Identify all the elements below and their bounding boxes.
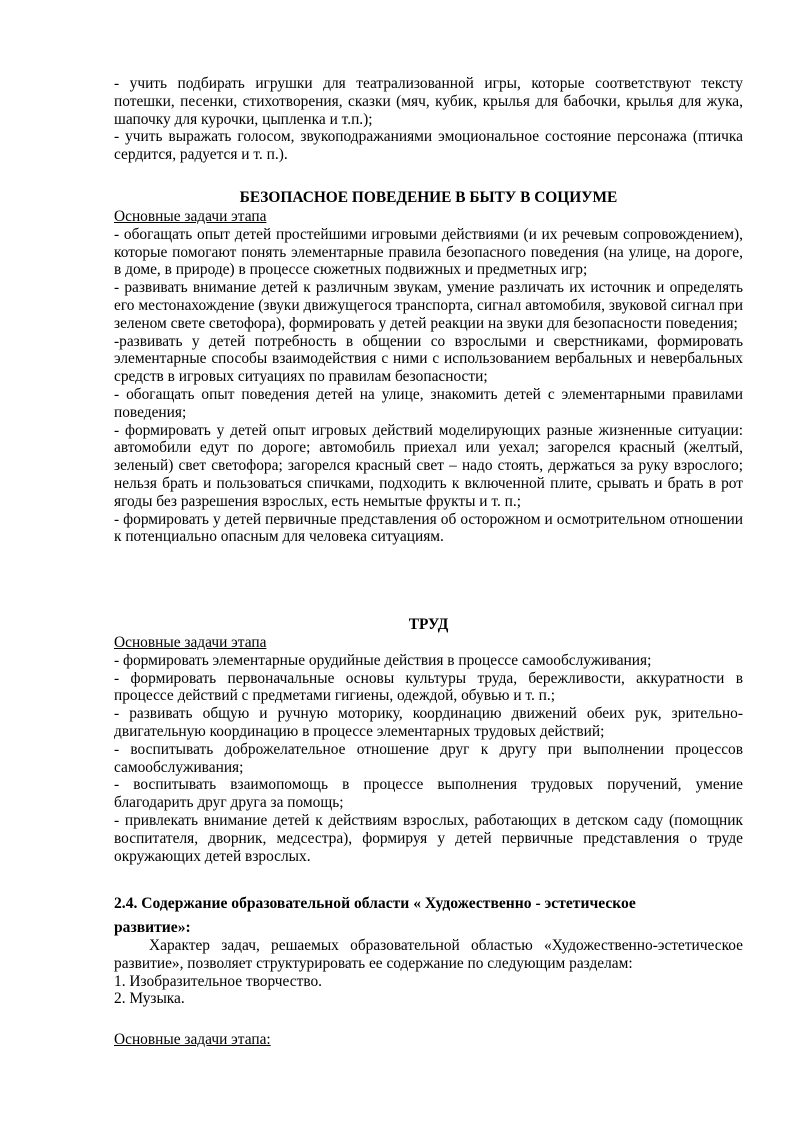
labor-item: - воспитывать доброжелательное отношение друг к другу при выполнении процессов самообслуживания; — [114, 740, 743, 776]
labor-item: - воспитывать взаимопомощь в процессе выполнения трудовых поручений, умение благодарить друг друга за помощь; — [114, 776, 743, 812]
intro-block — [114, 75, 743, 164]
safety-subheading: Основные задачи этапа — [114, 208, 267, 225]
intro-item: - учить выражать голосом, звукоподражаниями эмоциональное состояние персонажа (птичка сердится, радуется и т. п.). — [114, 128, 743, 164]
section-2-4-subheading: Основные задачи этапа: — [114, 1031, 271, 1048]
section-list-item: 2. Музыка. — [114, 990, 185, 1008]
labor-item: - развивать общую и ручную моторику, координацию движений обеих рук, зрительно-двигательную координацию в процессе элементарных трудовых действий; — [114, 705, 743, 740]
safety-item: - развивать внимание детей к различным звукам, умение различать их источник и определять его местонахождение (звуки движущегося транспорта, сигнал автомобиля, звуковой сигнал при зеленом свете светофора), формировать у детей реакции на звуки для безопасности поведения; — [114, 279, 743, 332]
section-2-4-heading: 2.4. Содержание образовательной области « Художественно - эстетическое развитие»: — [114, 895, 636, 936]
intro-item: - учить подбирать игрушки для театрализованной игры, которые соответствуют тексту потешки, песенки, стихотворения, сказки (мяч, кубик, крылья для бабочки, крылья для жука, шапочку для курочки, цыпленка и т.п.); — [114, 75, 743, 128]
labor-subheading: Основные задачи этапа — [114, 634, 267, 651]
labor-item: - формировать элементарные орудийные действия в процессе самообслуживания; — [114, 651, 652, 669]
safety-heading: БЕЗОПАСНОЕ ПОВЕДЕНИЕ В БЫТУ В СОЦИУМЕ — [239, 189, 618, 206]
labor-item: - привлекать внимание детей к действиям взрослых, работающих в детском саду (помощник воспитателя, дворник, медсестра), формируя у детей первичные представления о труде окружающих детей взрослых. — [114, 811, 743, 865]
safety-section — [114, 208, 743, 546]
labor-heading: ТРУД — [408, 616, 449, 633]
labor-item: - формировать первоначальные основы культуры труда, бережливости, аккуратности в процессе действий с предметами гигиены, одеждой, обувью и т. п.; — [114, 669, 743, 705]
labor-section — [114, 634, 743, 865]
section-2-4-body — [114, 937, 743, 1008]
safety-item: - обогащать опыт поведения детей на улице, знакомить детей с элементарными правилами поведения; — [114, 385, 743, 421]
safety-item: - формировать у детей опыт игровых действий моделирующих разные жизненные ситуации: автомобили едут по дороге; автомобиль приехал или уехал; загорелся красный (желтый, зеленый) свет светофора; загорелся красный свет – надо стоять, держаться за руку взрослого; нельзя брать и пользоваться спичками, подходить к включенной плите, срывать и брать в рот ягоды без разрешения взрослых, есть немытые фрукты и т. п.; — [114, 421, 743, 510]
safety-item: - обогащать опыт детей простейшими игровыми действиями (и их речевым сопровождением), которые помогают понять элементарные правила безопасного поведения (на улице, на дороге, в доме, в природе) в процессе сюжетных подвижных и предметных игр; — [114, 225, 743, 279]
section-2-4-paragraph: Характер задач, решаемых образовательной областью «Художественно-эстетическое развитие», позволяет структурировать ее содержание по следующим разделам: — [114, 937, 743, 972]
section-list-item: 1. Изобразительное творчество. — [114, 972, 323, 990]
safety-item: -развивать у детей потребность в общении со взрослыми и сверстниками, формировать элементарные способы взаимодействия с ними с использованием вербальных и невербальных средств в игровых ситуациях по правилам безопасности; — [114, 332, 743, 386]
safety-item: - формировать у детей первичные представления об осторожном и осмотрительном отношении к потенциально опасным для человека ситуациям. — [114, 510, 743, 546]
